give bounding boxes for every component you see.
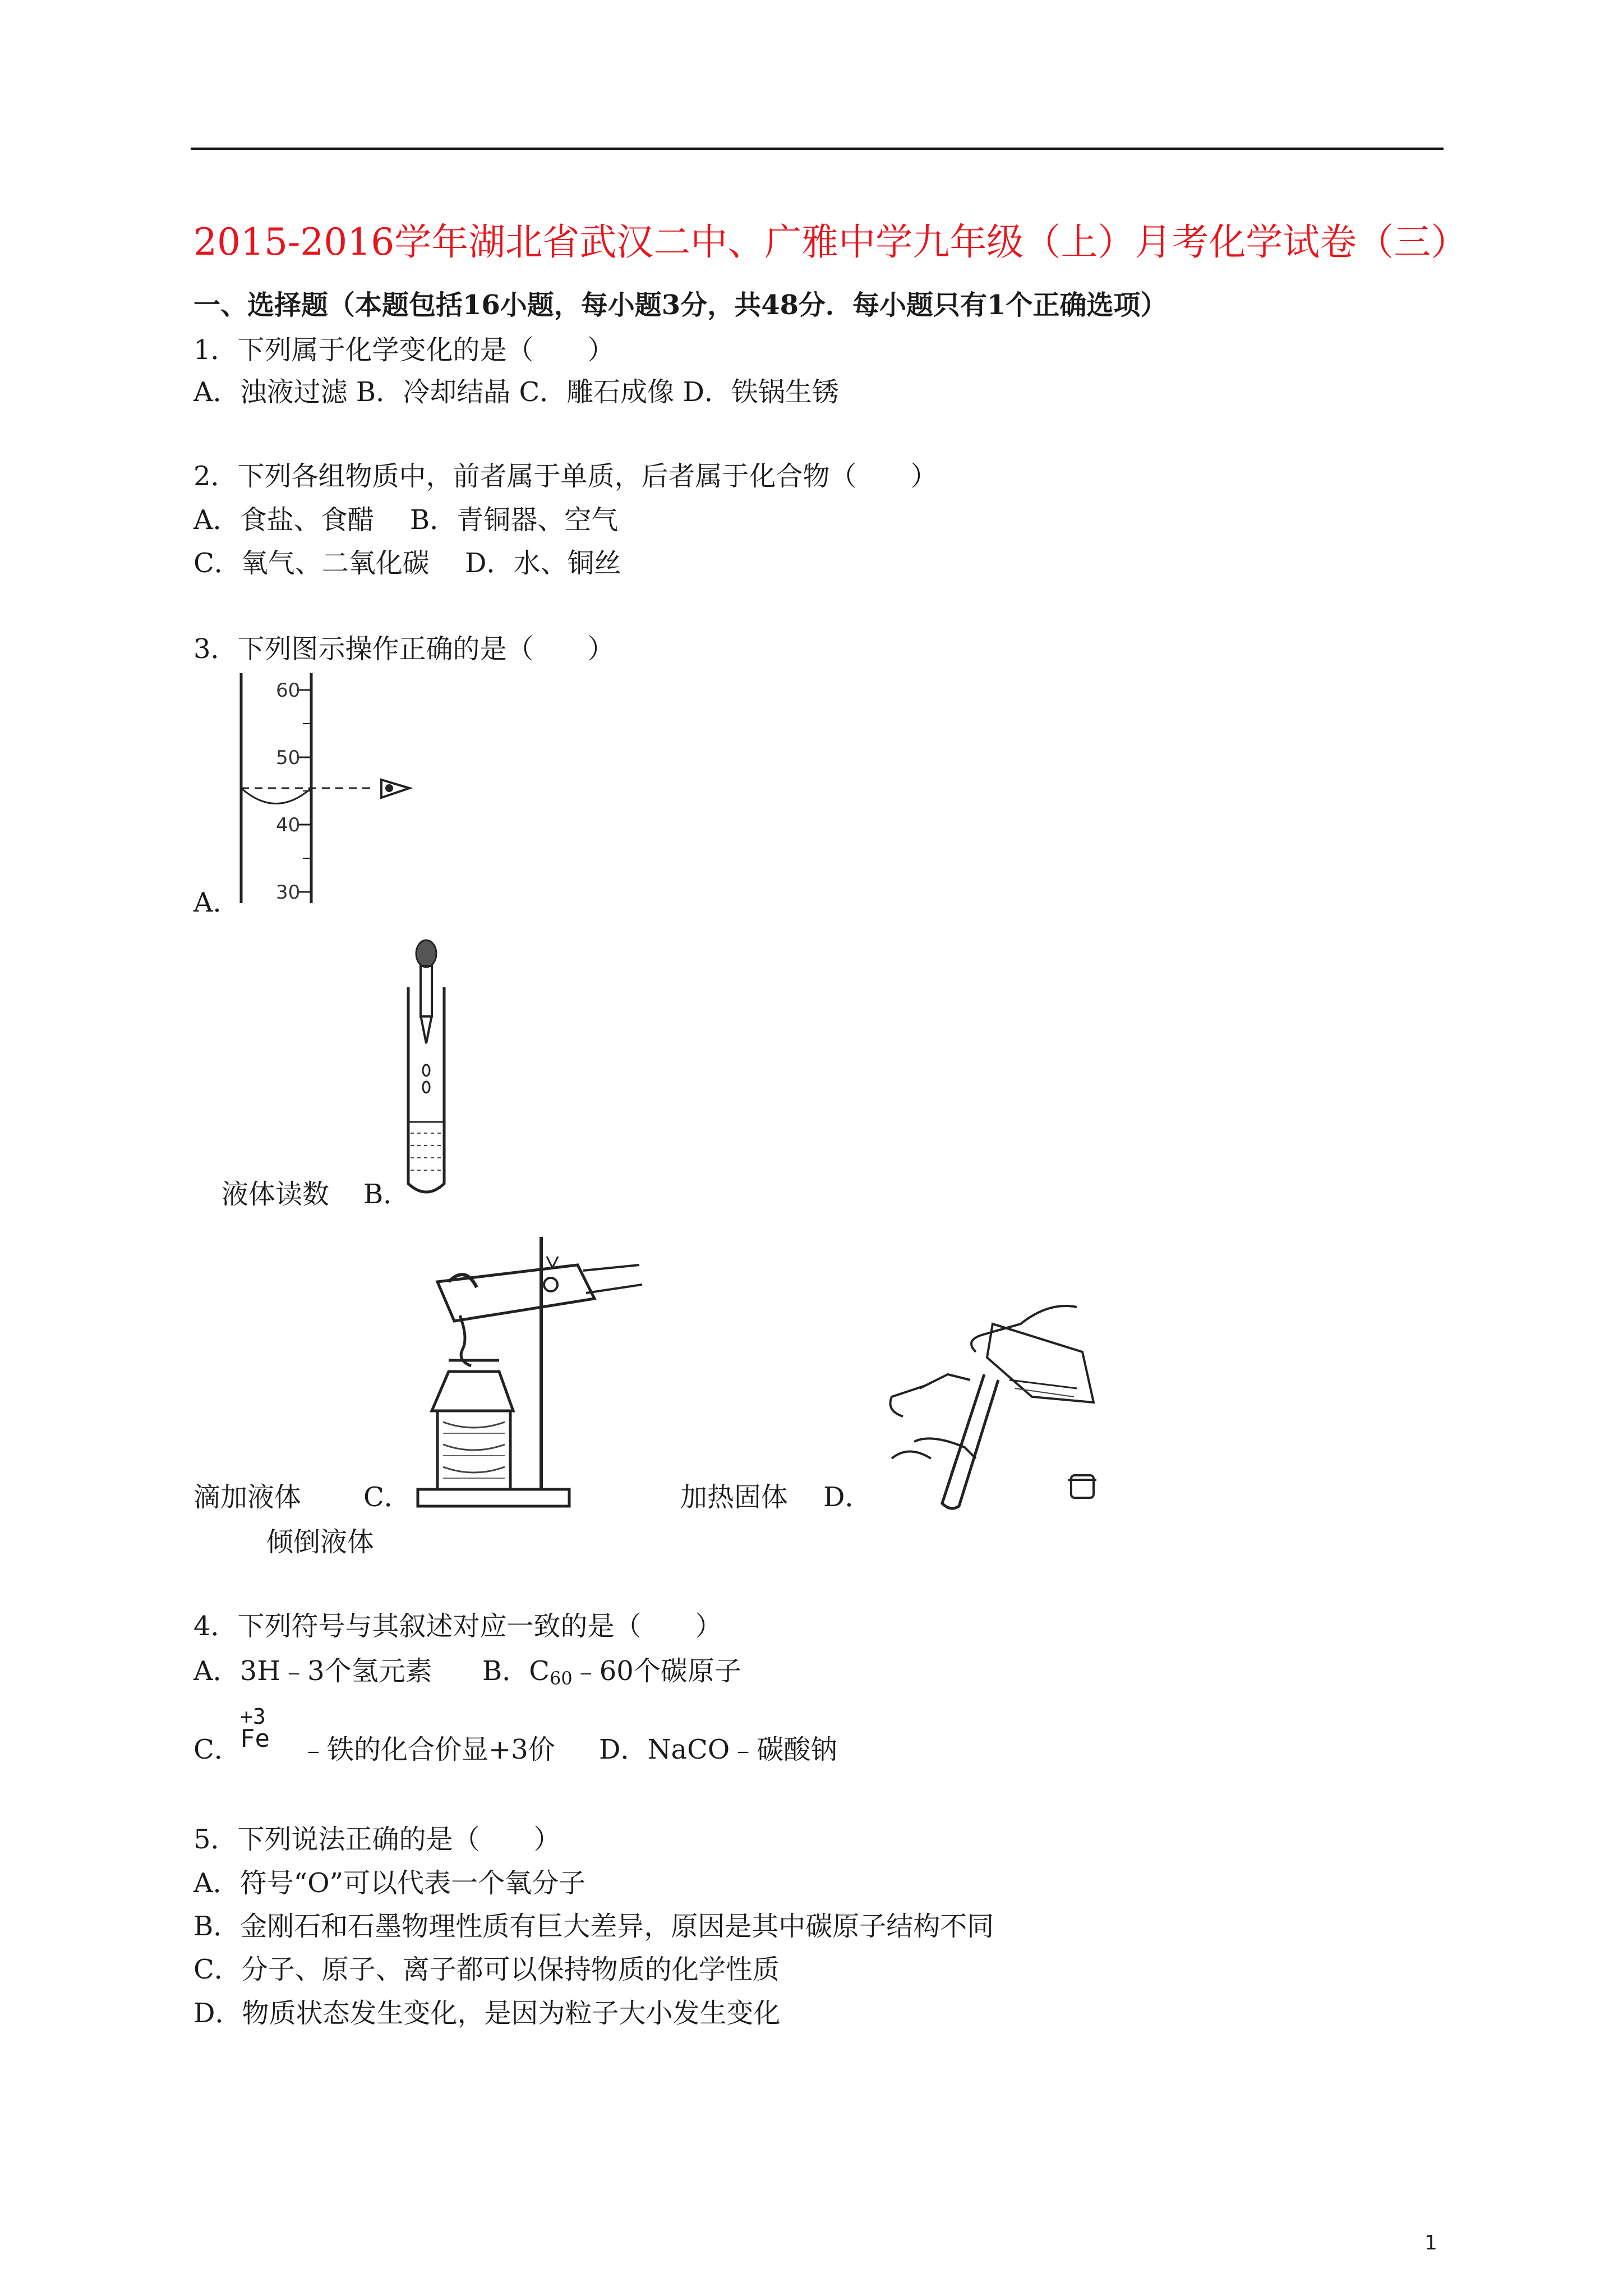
q3-b-label: B． [363, 1179, 411, 1210]
q3-d-label: D． [823, 1481, 872, 1513]
q4-option-b-text: ﹣60个碳原子 [572, 1655, 741, 1687]
graduated-cylinder-figure [224, 668, 426, 914]
q3-d-caption: 倾倒液体 [266, 1526, 375, 1558]
q4-option-a: A．3H﹣3个氢元素 [193, 1655, 432, 1687]
q5-option-b: B．金刚石和石墨物理性质有巨大差异，原因是其中碳原子结构不同 [193, 1911, 994, 1942]
q3-c-label: C． [363, 1481, 411, 1513]
eye-icon [381, 780, 409, 798]
q4-option-c-label: C． [193, 1734, 241, 1765]
q4-option-c-text: ﹣铁的化合价显+3价 [300, 1734, 555, 1765]
q4-option-b [482, 1649, 741, 1689]
q5-option-c: C．分子、原子、离子都可以保持物质的化学性质 [193, 1954, 780, 1985]
q4-option-b-subscript: 60 [550, 1668, 573, 1689]
section-heading: 一、选择题（本题包括16小题，每小题3分，共48分．每小题只有1个正确选项） [193, 289, 1168, 321]
q4-option-b-prefix: B．C [482, 1655, 550, 1687]
tick-label: 30 [276, 881, 301, 904]
q5-stem: 5．下列说法正确的是（ ） [193, 1824, 561, 1855]
dropper-test-tube-figure [393, 937, 460, 1200]
q2-options-line2: C．氧气、二氧化碳 D．水、铜丝 [193, 547, 621, 579]
pouring-liquid-figure [880, 1290, 1144, 1515]
q3-a-label: A． [193, 887, 240, 918]
q4-option-d: D．NaCO﹣碳酸钠 [599, 1734, 838, 1765]
q3-b-caption: 滴加液体 [193, 1481, 302, 1513]
heating-apparatus-figure [415, 1231, 651, 1512]
exam-title: 2015-2016学年湖北省武汉二中、广雅中学九年级（上）月考化学试卷（三） [193, 220, 1468, 264]
q5-option-a: A．符号“O”可以代表一个氧分子 [193, 1867, 586, 1899]
charge-label: +3 [240, 1704, 266, 1729]
element-symbol: Fe [240, 1724, 270, 1753]
q4-stem: 4．下列符号与其叙述对应一致的是（ ） [193, 1611, 722, 1642]
q4-option-c-symbol [240, 1704, 270, 1753]
page-number: 1 [1424, 2231, 1437, 2254]
q3-stem: 3．下列图示操作正确的是（ ） [193, 633, 615, 665]
tick-label: 50 [276, 747, 301, 769]
tick-label: 60 [276, 679, 301, 702]
header-rule [191, 148, 1444, 150]
q5-option-d: D．物质状态发生变化，是因为粒子大小发生变化 [193, 1998, 781, 2029]
q1-stem: 1．下列属于化学变化的是（ ） [193, 334, 615, 366]
q3-c-caption: 加热固体 [680, 1481, 789, 1513]
q1-options: A．浊液过滤 B．冷却结晶 C．雕石成像 D．铁锅生锈 [193, 376, 839, 408]
tick-label: 40 [276, 814, 301, 836]
q2-options-line1: A．食盐、食醋 B．青铜器、空气 [193, 504, 619, 536]
q3-a-caption: 液体读数 [222, 1179, 330, 1210]
q2-stem: 2．下列各组物质中，前者属于单质，后者属于化合物（ ） [193, 461, 938, 492]
